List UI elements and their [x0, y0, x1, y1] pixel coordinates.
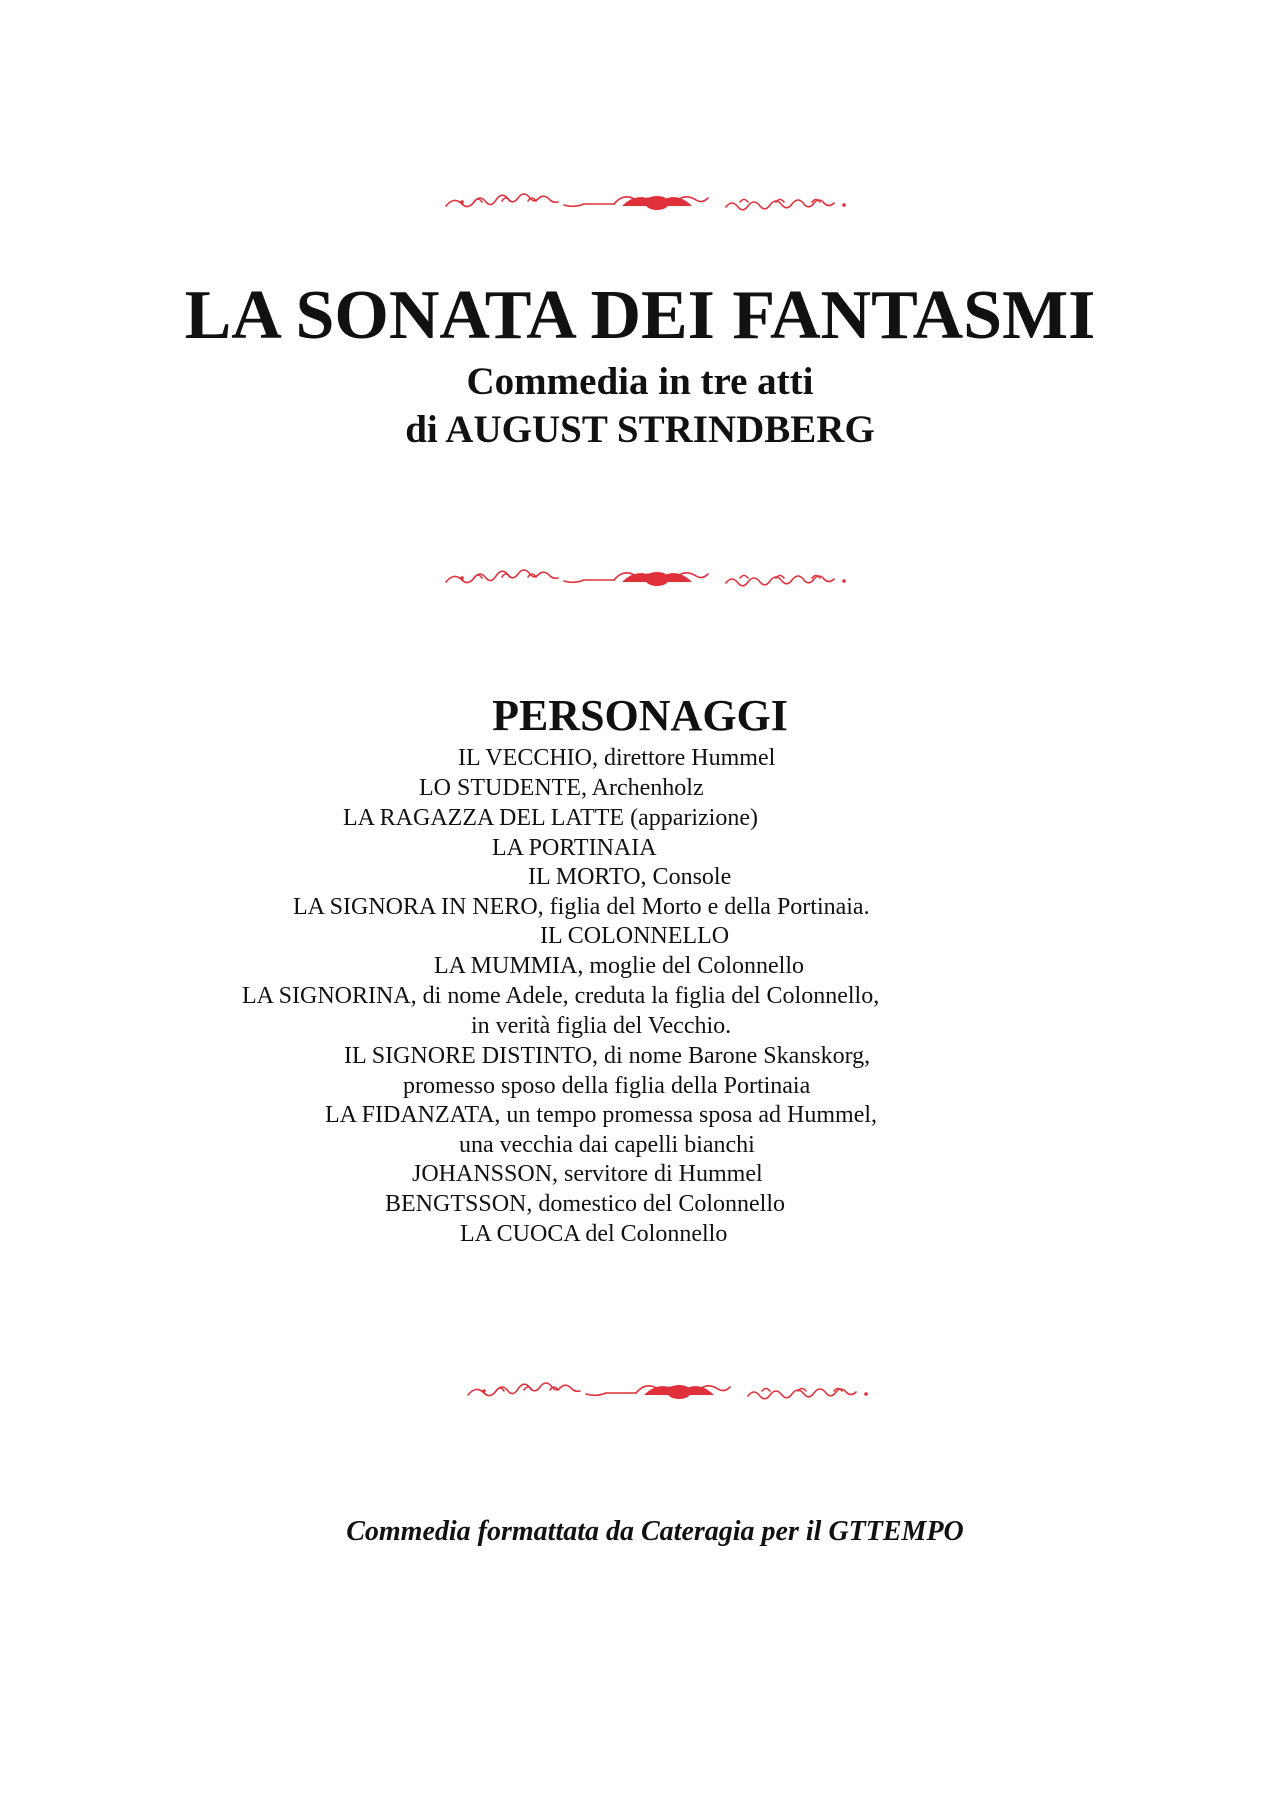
cast-line: LA FIDANZATA, un tempo promessa sposa ad Hummel, — [325, 1102, 878, 1128]
cast-line: LA SIGNORA IN NERO, figlia del Morto e della Portinaia. — [293, 894, 870, 920]
cast-heading: PERSONAGGI — [492, 691, 788, 740]
cast-line: JOHANSSON, servitore di Hummel — [412, 1161, 763, 1187]
cast-line: IL VECCHIO, direttore Hummel — [458, 745, 776, 771]
scroll-ornament-icon — [444, 566, 854, 592]
cast-line: in verità figlia del Vecchio. — [471, 1013, 732, 1039]
page-title: LA SONATA DEI FANTASMI — [184, 277, 1096, 354]
author-line: di AUGUST STRINDBERG — [405, 408, 875, 451]
cast-line: promesso sposo della figlia della Portinaia — [403, 1073, 811, 1099]
cast-line: una vecchia dai capelli bianchi — [459, 1132, 755, 1158]
subtitle: Commedia in tre atti — [466, 360, 814, 403]
cast-line: LA RAGAZZA DEL LATTE (apparizione) — [343, 805, 758, 831]
cast-line: IL COLONNELLO — [540, 923, 730, 949]
scroll-ornament-icon — [466, 1379, 876, 1405]
scroll-ornament-icon — [444, 190, 854, 216]
credit-line: Commedia formattata da Cateragia per il GTTEMPO — [346, 1516, 964, 1547]
cast-line: IL MORTO, Console — [528, 864, 732, 890]
cast-line: LO STUDENTE, Archenholz — [419, 775, 704, 801]
cast-line: BENGTSSON, domestico del Colonnello — [385, 1191, 785, 1217]
cast-line: LA CUOCA del Colonnello — [460, 1221, 728, 1247]
cast-line: LA MUMMIA, moglie del Colonnello — [434, 953, 804, 979]
cast-line: LA PORTINAIA — [492, 835, 657, 861]
cast-line: IL SIGNORE DISTINTO, di nome Barone Skanskorg, — [344, 1043, 871, 1069]
cast-line: LA SIGNORINA, di nome Adele, creduta la figlia del Colonnello, — [242, 983, 880, 1009]
